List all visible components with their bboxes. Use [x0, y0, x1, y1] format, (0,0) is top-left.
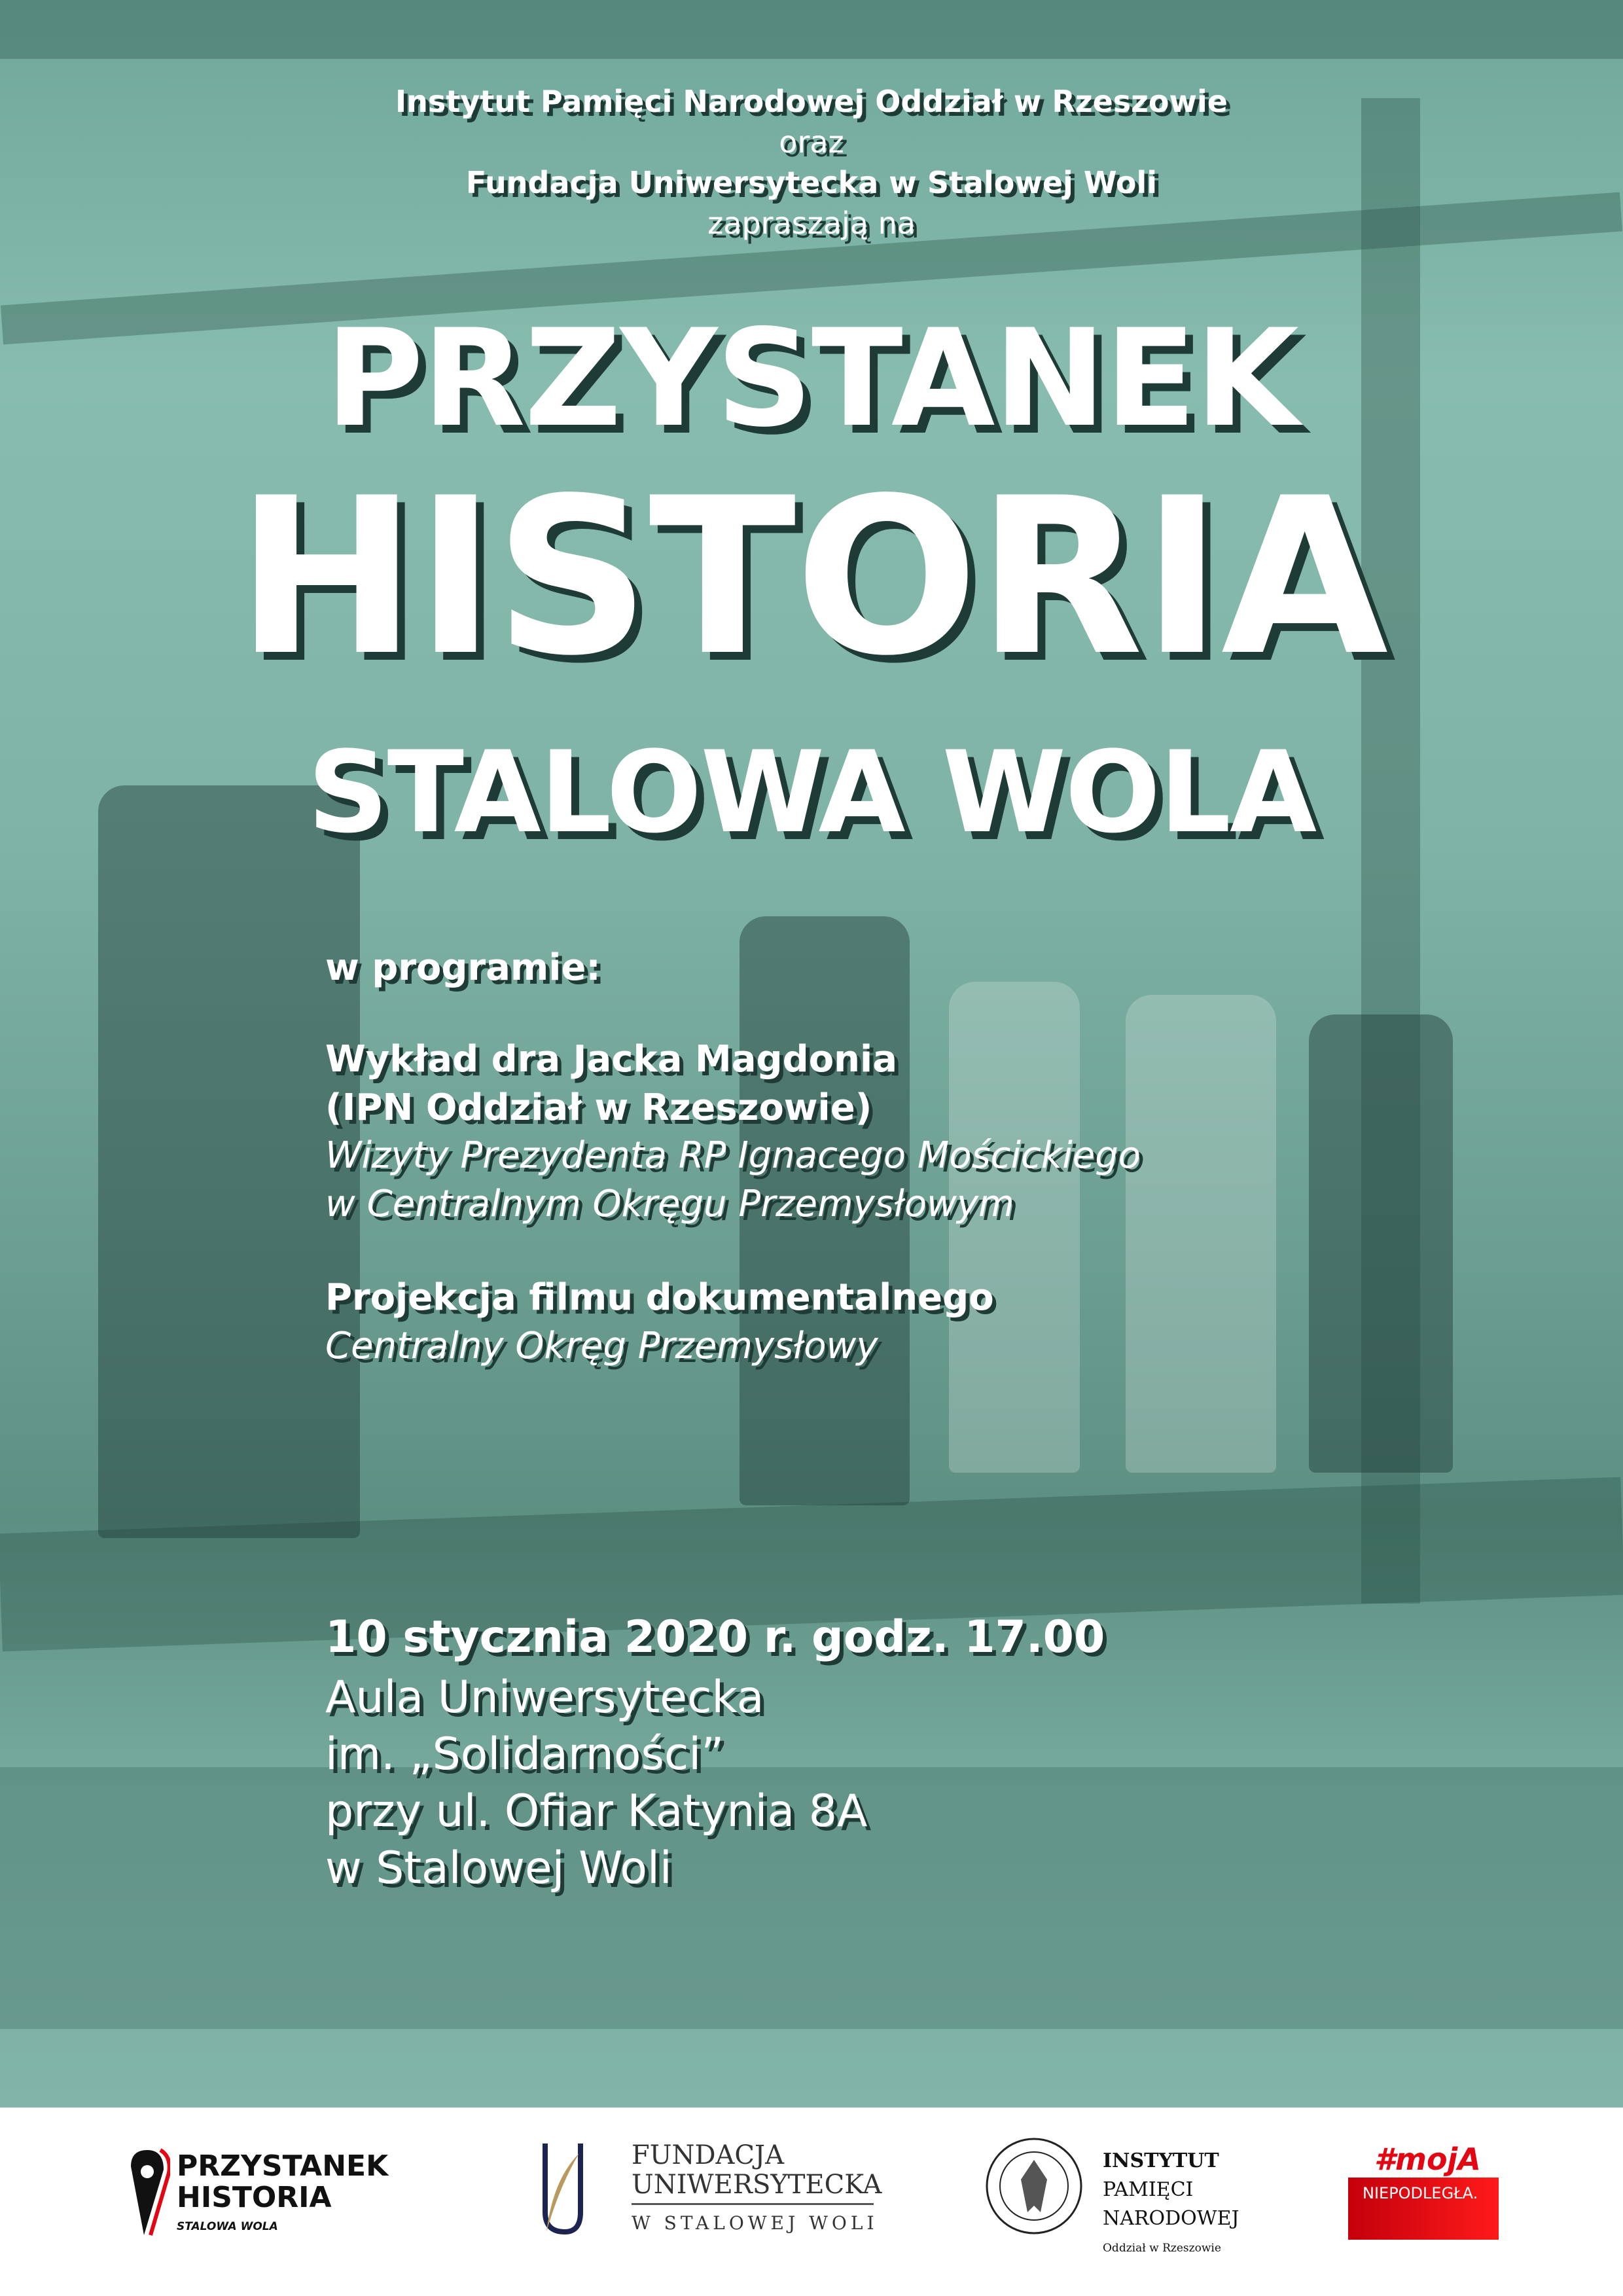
ph-line-3: STALOWA WOLA [177, 2220, 278, 2233]
organizer-line-2: oraz [779, 124, 844, 160]
lecture-title: Wykład dra Jacka Magdonia [325, 1038, 898, 1081]
mn-line-2: NIEPODLEGŁA. [1363, 2184, 1478, 2202]
title-line-3: STALOWA WOLA [307, 726, 1316, 858]
ipn-eagle-seal-icon [985, 2134, 1083, 2238]
map-pin-icon [124, 2147, 170, 2238]
moja-niepodlegla-logo [1348, 2142, 1499, 2246]
ph-line-1: PRZYSTANEK [177, 2149, 389, 2183]
lecture-affiliation: (IPN Oddział w Rzeszowie) [325, 1086, 872, 1129]
ipn-logo [985, 2134, 1260, 2265]
fu-line-3: W STALOWEJ WOLI [632, 2212, 878, 2234]
mn-line-1: #mojA [1374, 2142, 1481, 2177]
lecture-topic-2: w Centralnym Okręgu Przemysłowym [325, 1183, 1014, 1225]
venue-line-4: w Stalowej Woli [325, 1842, 672, 1894]
footer-logos [0, 2108, 1623, 2296]
title-line-1: PRZYSTANEK [325, 301, 1298, 457]
title-line-2: HISTORIA [236, 452, 1387, 703]
organizer-line-1: Instytut Pamięci Narodowej Oddział w Rzeszowie [395, 84, 1228, 119]
ph-line-2: HISTORIA [177, 2181, 332, 2214]
organizer-line-4: zapraszają na [707, 206, 916, 241]
fundacja-emblem-icon [540, 2140, 586, 2235]
film-title: Projekcja filmu dokumentalnego [325, 1276, 994, 1319]
ipn-line-4: Oddział w Rzeszowie [1103, 2242, 1221, 2255]
film-name: Centralny Okręg Przemysłowy [325, 1325, 878, 1367]
fu-line-2: UNIWERSYTECKA [632, 2170, 882, 2200]
przystanek-historia-logo [124, 2147, 438, 2238]
organizer-line-3: Fundacja Uniwersytecka w Stalowej Woli [465, 165, 1158, 200]
fu-line-1: FUNDACJA [632, 2140, 784, 2170]
venue-line-3: przy ul. Ofiar Katynia 8A [325, 1785, 868, 1837]
venue-line-2: im. „Solidarności” [325, 1729, 724, 1780]
fundacja-logo [540, 2140, 880, 2238]
ipn-line-3: NARODOWEJ [1103, 2207, 1240, 2230]
ipn-line-2: PAMIĘCI [1103, 2178, 1194, 2201]
ipn-line-1: INSTYTUT [1103, 2149, 1219, 2172]
program-heading: w programie: [325, 946, 601, 989]
event-date: 10 stycznia 2020 r. godz. 17.00 [325, 1611, 1105, 1663]
lecture-topic-1: Wizyty Prezydenta RP Ignacego Mościckiego [325, 1134, 1141, 1177]
venue-line-1: Aula Uniwersytecka [325, 1672, 764, 1723]
